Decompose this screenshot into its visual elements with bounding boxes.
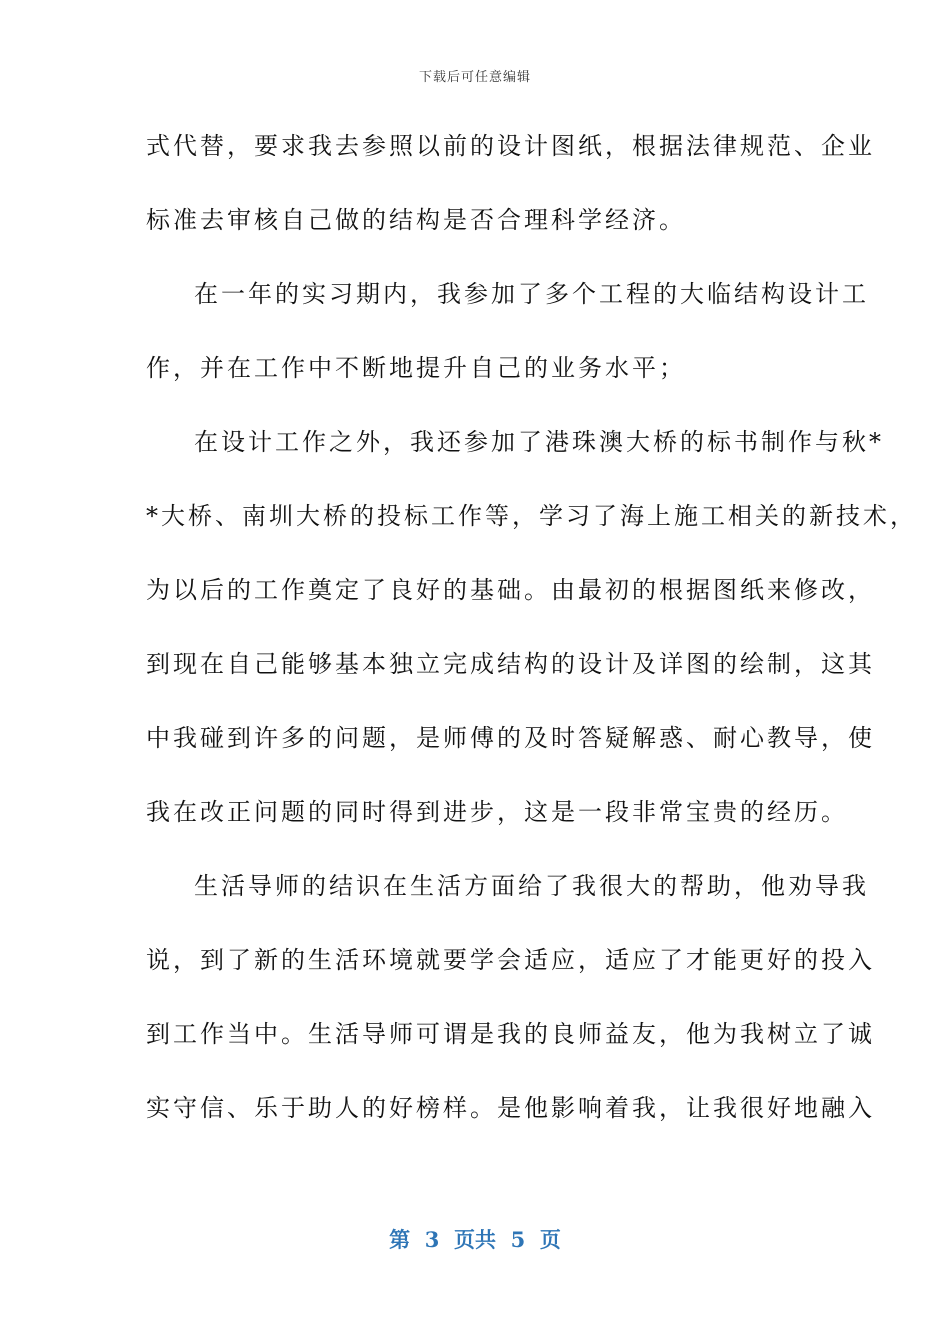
text-line-4: 作，并在工作中不断地提升自己的业务水平； (146, 354, 686, 382)
text-line-12: 说，到了新的生活环境就要学会适应，适应了才能更好的投入 (146, 946, 875, 974)
text-line-3: 在一年的实习期内，我参加了多个工程的大临结构设计工 (194, 280, 869, 308)
text-line-1: 式代替，要求我去参照以前的设计图纸，根据法律规范、企业 (146, 132, 875, 160)
text-line-6: *大桥、南圳大桥的投标工作等，学习了海上施工相关的新技术， (146, 502, 917, 530)
body-text (146, 120, 917, 1156)
text-line-2: 标准去审核自己做的结构是否合理科学经济。 (146, 206, 686, 234)
text-line-13: 到工作当中。生活导师可谓是我的良师益友，他为我树立了诚 (146, 1020, 875, 1048)
header-note: 下载后可任意编辑 (418, 70, 531, 85)
text-line-8: 到现在自己能够基本独立完成结构的设计及详图的绘制，这其 (146, 650, 875, 678)
text-line-10: 我在改正问题的同时得到进步，这是一段非常宝贵的经历。 (146, 798, 848, 826)
text-line-11: 生活导师的结识在生活方面给了我很大的帮助，他劝导我 (194, 872, 869, 900)
text-line-9: 中我碰到许多的问题，是师傅的及时答疑解惑、耐心教导，使 (146, 724, 875, 752)
page-number-footer: 第 3 页共 5 页 (389, 1227, 561, 1252)
text-line-7: 为以后的工作奠定了良好的基础。由最初的根据图纸来修改， (146, 576, 875, 604)
text-line-14: 实守信、乐于助人的好榜样。是他影响着我，让我很好地融入 (146, 1094, 875, 1122)
text-line-5: 在设计工作之外，我还参加了港珠澳大桥的标书制作与秋* (194, 428, 884, 456)
